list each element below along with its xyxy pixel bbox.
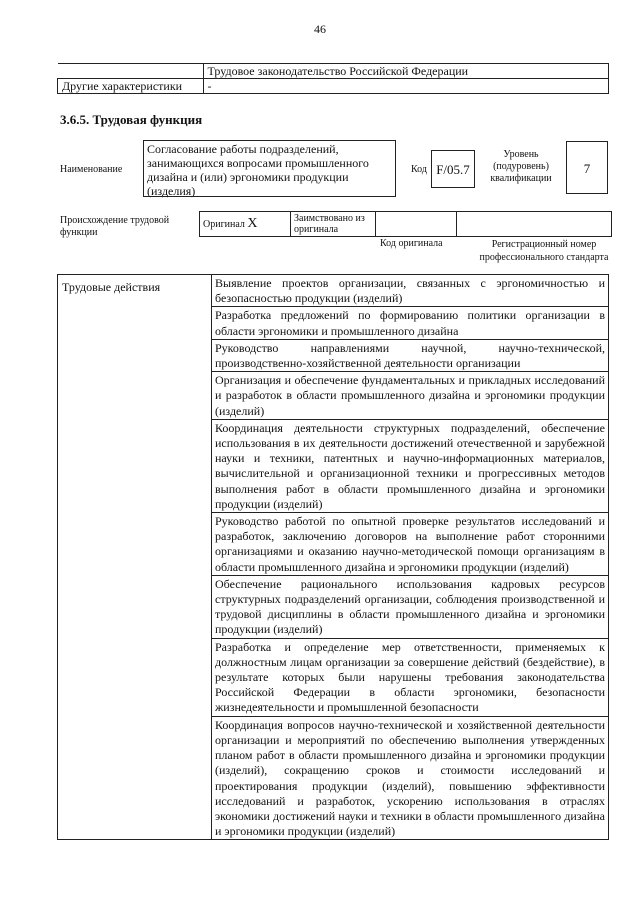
labor-actions-label: Трудовые действия — [58, 275, 212, 840]
origin-row — [200, 212, 612, 237]
top-table-row — [58, 79, 609, 94]
original-label: Оригинал — [203, 219, 245, 230]
labor-actions-table — [57, 274, 609, 840]
code-original-label: Код оригинала — [380, 238, 443, 249]
labor-action-item: Руководство направлениями научной, научно-технической, производственно-хозяйственной деятельности организации — [212, 340, 608, 372]
original-mark: X — [247, 216, 258, 231]
top-table — [57, 63, 609, 94]
code-value: F/05.7 — [431, 150, 475, 188]
reg-number-label: Регистрационный номер профессионального стандарта — [479, 239, 609, 263]
name-value: Согласование работы подразделений, занимающихся вопросами промышленного дизайна и (или) эргономики продукции (изделия) — [143, 140, 396, 197]
labor-action-item: Разработка предложений по формированию политики организации в области эргономики и промышленного дизайна — [212, 307, 608, 339]
labor-action-item: Организация и обеспечение фундаментальных и прикладных исследований и разработок в области промышленного дизайна и эргономики продукции (изделий) — [212, 372, 608, 420]
name-label: Наименование — [60, 164, 123, 175]
other-characteristics-value: - — [203, 79, 609, 94]
labor-action-item: Выявление проектов организации, связанных с эргономичностью и безопасностью продукции (изделий) — [212, 275, 608, 307]
top-table-row — [58, 64, 609, 79]
labor-actions-list — [212, 275, 609, 840]
reg-number-cell — [457, 212, 612, 237]
other-characteristics-label: Другие характеристики — [58, 79, 204, 94]
top-table-empty-cell — [58, 64, 204, 79]
top-table-value: Трудовое законодательство Российской Федерации — [203, 64, 609, 79]
labor-action-item: Руководство работой по опытной проверке результатов исследований и разработок, заключению договоров на выполнение работ сторонними организациями и оказанию научно-методической помощи организациям в области промышленного дизайна и эргономики продукции (изделий) — [212, 513, 608, 576]
page-number: 46 — [314, 22, 326, 36]
labor-action-item: Обеспечение рационального использования кадровых ресурсов структурных подразделений организации, соблюдения производственной и трудовой дисциплины в области промышленного дизайна и эргономики продукции (изделий) — [212, 576, 608, 639]
origin-table — [199, 211, 612, 237]
original-cell — [200, 212, 291, 237]
level-label: Уровень (подуровень) квалификации — [490, 149, 552, 184]
labor-action-item: Координация деятельности структурных подразделений, обеспечение использования в их деятельности достижений отечественной и зарубежной науки и техники, патентных и научно-информационных материалов, вычислительной и организационной техники и прогрессивных методов выполнения работ в области промышленного дизайна и эргономики продукции (изделий) — [212, 420, 608, 513]
origin-label: Происхождение трудовой функции — [60, 215, 170, 238]
section-title: 3.6.5. Трудовая функция — [60, 112, 203, 127]
borrowed-label: Заимствовано из оригинала — [291, 212, 376, 237]
code-original-cell — [376, 212, 457, 237]
labor-actions-row — [58, 275, 609, 840]
code-label: Код — [411, 164, 427, 175]
labor-action-item: Координация вопросов научно-технической и хозяйственной деятельности организации и мероприятий по обеспечению выполнения утвержденных планом работ в области промышленного дизайна и эргономики продукции (изделий), сокращению сроков и стоимости исследований и проектирования продукции (изделий), повышению эффективности исследований и разработок, ускорению использования в отраслях экономики достижений науки и техники в области промышленного дизайна и эргономики продукции (изделий) — [215, 717, 605, 839]
labor-action-item: Разработка и определение мер ответственности, применяемых к должностным лицам организации за совершение действий (бездействие), в результате которых были нарушены требования законодательства Российской Федерации в области эргономики, безопасности жизнедеятельности и промышленной безопасности — [212, 639, 608, 717]
level-value: 7 — [566, 141, 608, 194]
